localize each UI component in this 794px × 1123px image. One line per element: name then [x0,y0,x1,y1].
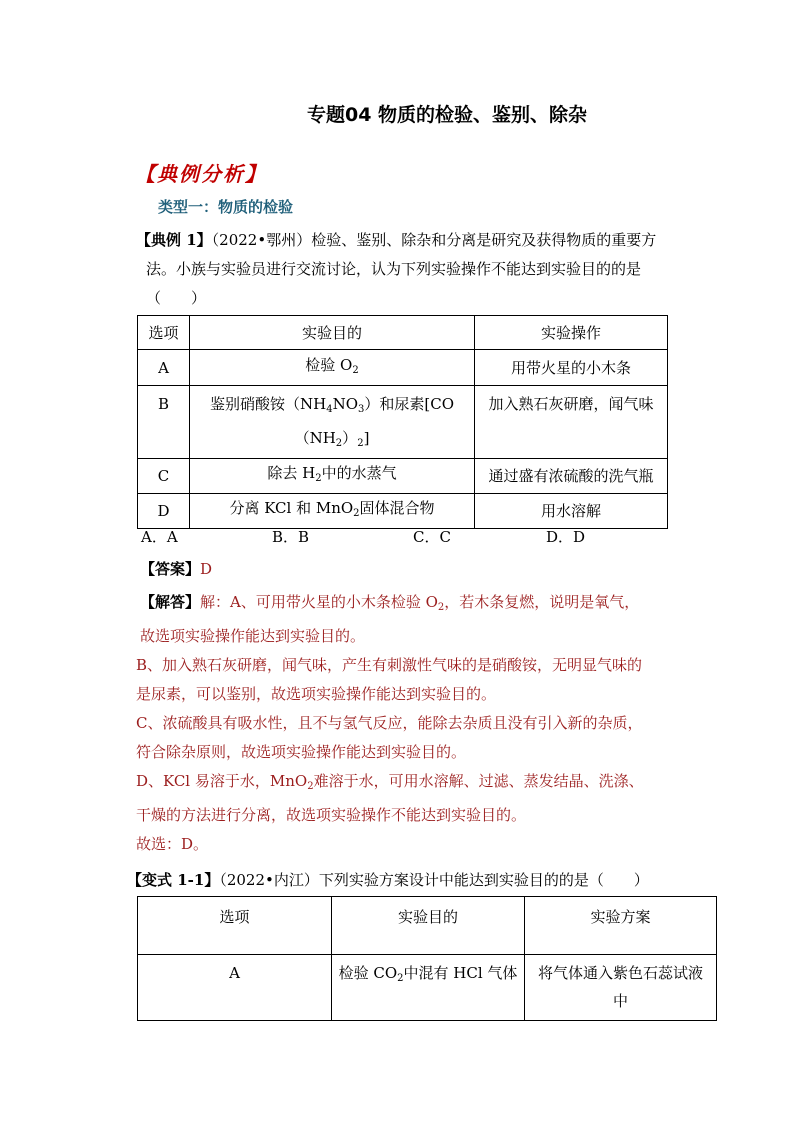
table2-a-plan: 将气体通入紫色石蕊试液 中 [525,955,717,1021]
table1-b-operation: 加入熟石灰研磨，闻气味 [475,386,668,459]
table-row [138,494,668,529]
example1-line1-text: 检验、鉴别、除杂和分离是研究及获得物质的重要方 [311,231,657,249]
table1-b-purpose: 鉴别硝酸铵$(NH_4NO_3)$和尿素[CO $(NH_2)_2$] [190,386,475,459]
table2-header-purpose: 实验目的 [332,897,525,955]
example1-question [136,226,696,313]
table2-header-row [138,897,717,955]
table2-header-plan: 实验方案 [525,897,717,955]
example1-label: 【典例 1】 [136,231,212,249]
section-heading: 【典例分析】 [135,162,267,186]
table1-c-purpose: 除去 $H_2$中的水蒸气 [190,459,475,494]
table1-d-operation: 用水溶解 [475,494,668,529]
table1-c-option: C [138,459,190,494]
example1-line3: （ ） [146,289,207,307]
example1-line2: 法。小族与实验员进行交流讨论，认为下列实验操作不能达到实验目的的是 [146,260,642,278]
answer-label: 【答案】 [140,560,201,578]
example1-source: （2022•鄂州） [211,231,312,249]
page-title: 专题04 物质的检验、鉴别、除杂 [306,104,588,126]
table1-header-option: 选项 [138,316,190,350]
table1-a-purpose: 检验 $O_2$ [190,350,475,386]
analysis-b-line2: 是尿素，可以鉴别，故选项实验操作能达到实验目的。 [136,685,497,703]
table1-a-option: A [138,350,190,386]
table1 [137,315,668,529]
table1-b-option: B [138,386,190,459]
analysis-label: 【解答】 [140,593,201,611]
choice-d: D．D [546,528,586,546]
table1-header-row [138,316,668,350]
table-row [138,386,668,459]
answer-value: D [200,560,213,578]
table1-header-purpose: 实验目的 [190,316,475,350]
analysis-block [136,588,716,859]
table2-a-purpose: 检验 $CO_2$中混有 HCl 气体 [332,955,525,1021]
table1-header-operation: 实验操作 [475,316,668,350]
analysis-c-line2: 符合除杂原则，故选项实验操作能达到实验目的。 [136,743,467,761]
variant1-question [127,866,727,895]
choice-b: B．B [272,528,310,546]
choice-a: A．A [141,528,178,546]
table2-header-option: 选项 [138,897,332,955]
answer-line [140,555,700,584]
choice-c: C．C [413,528,451,546]
variant1-label: 【变式 1-1】 [127,871,220,889]
analysis-a-line1: 【解答】解：A、可用带火星的小木条检验 $O_2$，若木条复燃，说明是氧气， [140,593,640,613]
table2 [137,896,717,1021]
variant1-text: （2022•内江）下列实验方案设计中能达到实验目的的是（ ） [219,871,649,889]
example1-line1 [136,226,696,255]
table-row [138,459,668,494]
table2-a-option: A [138,955,332,1021]
type-heading: 类型一：物质的检验 [158,198,294,216]
table1-d-option: D [138,494,190,529]
table-row [138,350,668,386]
analysis-d-line1: D、KCl 易溶于水，MnO$_2$难溶于水，可用水溶解、过滤、蒸发结晶、洗涤、 [136,772,644,792]
table1-c-operation: 通过盛有浓硫酸的洗气瓶 [475,459,668,494]
table-row [138,955,717,1021]
analysis-conclusion: 故选：D。 [136,835,209,853]
analysis-a-line2: 故选项实验操作能达到实验目的。 [140,627,366,645]
table1-a-operation: 用带火星的小木条 [475,350,668,386]
analysis-b-line1: B、加入熟石灰研磨，闻气味，产生有刺激性气味的是硝酸铵，无明显气味的 [136,656,643,674]
analysis-c-line1: C、浓硫酸具有吸水性，且不与氢气反应，能除去杂质且没有引入新的杂质， [136,714,643,732]
table1-d-purpose: 分离 KCl 和 MnO$_2$固体混合物 [190,494,475,529]
analysis-d-line2: 干燥的方法进行分离，故选项实验操作不能达到实验目的。 [136,806,527,824]
